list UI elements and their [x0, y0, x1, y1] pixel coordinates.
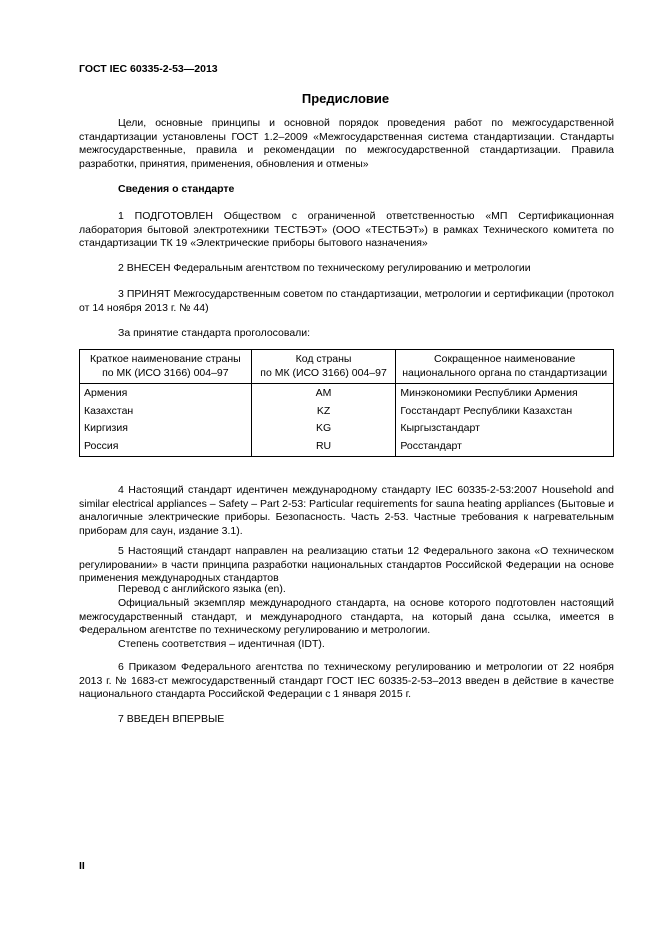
item-5-degree-text: Степень соответствия – идентичная (IDT). — [118, 638, 325, 650]
cell-code: AM — [251, 384, 396, 404]
item-7: 7 ВВЕДЕН ВПЕРВЫЕ — [118, 713, 225, 725]
header-country — [80, 350, 252, 384]
page-number: II — [79, 860, 85, 872]
header-country-line2: по МК (ИСО 3166) 004–97 — [102, 366, 229, 379]
cell-country: Армения — [80, 384, 252, 404]
cell-code: RU — [251, 439, 396, 457]
info-heading: Сведения о стандарте — [118, 183, 235, 195]
header-code-line2: по МК (ИСО 3166) 004–97 — [260, 366, 387, 379]
intro-text: Цели, основные принципы и основной порядок проведения работ по межгосударственной стандартизации установлены ГОСТ 1.2–2009 «Межгосударственная система стандартизации. Стандарты межгосударственные, правила и рекомендации по межгосударственной стандартизации. Правила разработки, принятия, применения, обновления и отмены» — [79, 117, 614, 171]
document-header: ГОСТ IEC 60335-2-53—2013 — [79, 63, 218, 75]
cell-country: Россия — [80, 439, 252, 457]
cell-body: Госстандарт Республики Казахстан — [396, 404, 614, 422]
table-row — [80, 421, 614, 439]
item-5-official — [79, 597, 614, 638]
item-2: 2 ВНЕСЕН Федеральным агентством по техническому регулированию и метрологии — [118, 262, 531, 274]
item-5-text: 5 Настоящий стандарт направлен на реализацию статьи 12 Федерального закона «О техническом регулировании» в части принципа разработки национальных стандартов Российской Федерации на основе применения международных стандартов — [79, 545, 614, 585]
header-body-line1: Сокращенное наименование — [434, 353, 576, 365]
page-title: Предисловие — [301, 91, 390, 106]
header-country-line1: Краткое наименование страны — [90, 353, 241, 365]
item-4-text: 4 Настоящий стандарт идентичен международному стандарту IEC 60335-2-53:2007 Household and similar electrical appliances – Safety – Part 2-53: Particular requirements for sauna heating appliances (Бытовые и аналогичные электрические приборы. Безопасность. Часть 2-53. Частные требования к нагревательным приборам для саун, издание 3.1). — [79, 484, 614, 538]
table-row — [80, 404, 614, 422]
cell-body: Кыргызстандарт — [396, 421, 614, 439]
table-header-row — [80, 350, 614, 384]
header-body-line2: национального органа по стандартизации — [402, 366, 608, 379]
item-1-text: 1 ПОДГОТОВЛЕН Обществом с ограниченной ответственностью «МП Сертификационная лаборатория бытовой электротехники ТЕСТБЭТ» (ООО «ТЕСТБЭТ») в рамках Технического комитета по стандартизации ТК 19 «Электрические приборы бытового назначения» — [79, 210, 614, 250]
intro-paragraph — [79, 117, 614, 172]
item-6-text: 6 Приказом Федерального агентства по техническому регулированию и метрологии от 22 ноября 2013 г. № 1683-ст межгосударственный стандарт ГОСТ IEC 60335-2-53–2013 введен в действие в качестве национального стандарта Российской Федерации с 1 января 2015 г. — [79, 661, 614, 701]
cell-country: Киргизия — [80, 421, 252, 439]
item-3 — [79, 288, 614, 315]
header-code-line1: Код страны — [295, 353, 352, 365]
header-body — [396, 350, 614, 384]
item-1 — [79, 210, 614, 251]
item-5 — [79, 545, 614, 586]
table-row — [80, 439, 614, 457]
cell-body: Минэкономики Республики Армения — [396, 384, 614, 404]
item-4 — [79, 484, 614, 539]
item-3-text: 3 ПРИНЯТ Межгосударственным советом по стандартизации, метрологии и сертификации (протокол от 14 ноября 2013 г. № 44) — [79, 288, 614, 314]
item-5-lang — [79, 583, 614, 597]
item-6 — [79, 661, 614, 702]
table-row — [80, 384, 614, 404]
voting-table — [79, 349, 614, 457]
item-5-degree — [79, 638, 614, 652]
item-5-lang-text: Перевод с английского языка (en). — [118, 583, 286, 595]
item-5-official-text: Официальный экземпляр международного стандарта, на основе которого подготовлен настоящий межгосударственный стандарт, и международного стандарта, на который дана ссылка, имеется в Федеральном агентстве по техническому регулированию и метрологии. — [79, 597, 614, 637]
cell-code: KZ — [251, 404, 396, 422]
cell-code: KG — [251, 421, 396, 439]
cell-body: Росстандарт — [396, 439, 614, 457]
cell-country: Казахстан — [80, 404, 252, 422]
voted-label: За принятие стандарта проголосовали: — [118, 327, 311, 339]
header-code — [251, 350, 396, 384]
